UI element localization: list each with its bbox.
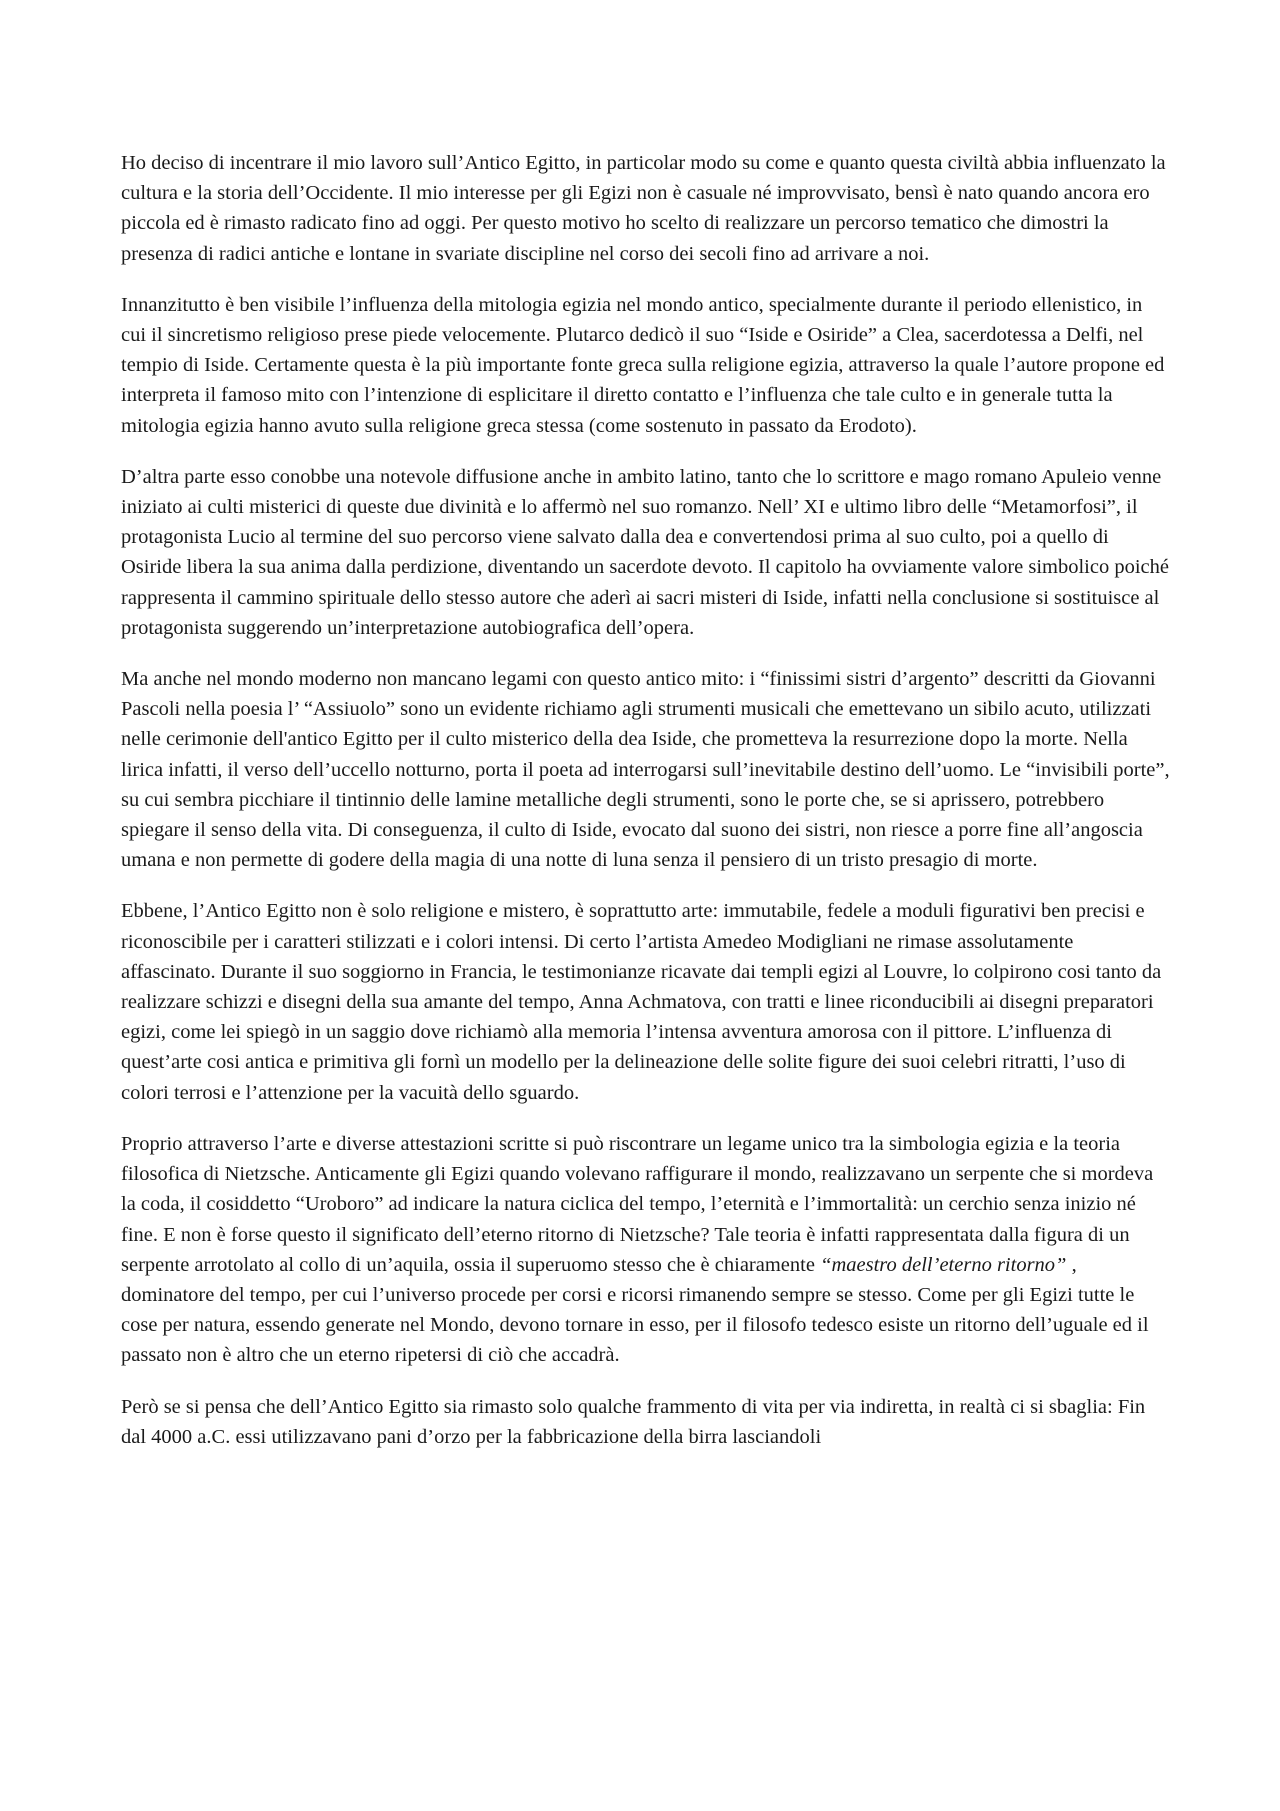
paragraph-nietzsche [121, 1129, 1171, 1371]
document-page [121, 148, 1171, 1473]
paragraph-modigliani: Ebbene, l’Antico Egitto non è solo religione e mistero, è soprattutto arte: immutabile, fedele a moduli figurativi ben precisi e riconoscibile per i caratteri stilizzati e i colori intensi. Di certo l’artista Amedeo Modigliani ne rimase assolutamente affascinato. Durante il suo soggiorno in Francia, le testimonianze ricavate dai templi egizi al Louvre, lo colpirono cosi tanto da realizzare schizzi e disegni della sua amante del tempo, Anna Achmatova, con tratti e linee riconducibili ai disegni preparatori egizi, come lei spiegò in un saggio dove richiamò alla memoria l’intensa avventura amorosa con il pittore. L’influenza di quest’arte cosi antica e primitiva gli fornì un modello per la delineazione delle solite figure dei suoi celebri ritratti, l’uso di colori terrosi e l’attenzione per la vacuità dello sguardo. [121, 900, 1162, 1104]
paragraph-birra: Però se si pensa che dell’Antico Egitto sia rimasto solo qualche frammento di vita per via indiretta, in realtà ci si sbaglia: Fin dal 4000 a.C. essi utilizzavano pani d’orzo per la fabbricazione della birra lasciandoli [121, 1395, 1146, 1448]
paragraph-intro: Ho deciso di incentrare il mio lavoro sull’Antico Egitto, in particolar modo su come e quanto questa civiltà abbia influenzato la cultura e la storia dell’Occidente. Il mio interesse per gli Egizi non è casuale né improvvisato, bensì è nato quando ancora ero piccola ed è rimasto radicato fino ad oggi. Per questo motivo ho scelto di realizzare un percorso tematico che dimostri la presenza di radici antiche e lontane in svariate discipline nel corso dei secoli fino ad arrivare a noi. [121, 152, 1166, 265]
paragraph-nietzsche-text-before: Proprio attraverso l’arte e diverse attestazioni scritte si può riscontrare un legame unico tra la simbologia egizia e la teoria filosofica di Nietzsche. Anticamente gli Egizi quando volevano raffigurare il mondo, realizzavano un serpente che si mordeva la coda, il cosiddetto “Uroboro” ad indicare la natura ciclica del tempo, l’eternità e l’immortalità: un cerchio senza inizio né fine. E non è forse questo il significato dell’eterno ritorno di Nietzsche? Tale teoria è infatti rappresentata dalla figura di un serpente arrotolato al collo di un’aquila, ossia il superuomo stesso che è chiaramente [121, 1132, 1154, 1276]
paragraph-pascoli: Ma anche nel mondo moderno non mancano legami con questo antico mito: i “finissimi sistri d’argento” descritti da Giovanni Pascoli nella poesia l’ “Assiuolo” sono un evidente richiamo agli strumenti musicali che emettevano un sibilo acuto, utilizzati nelle cerimonie dell'antico Egitto per il culto misterico della dea Iside, che prometteva la resurrezione dopo la morte. Nella lirica infatti, il verso dell’uccello notturno, porta il poeta ad interrogarsi sull’inevitabile destino dell’uomo. Le “invisibili porte”, su cui sembra picchiare il tintinnio delle lamine metalliche degli strumenti, sono le porte che, se si aprissero, potrebbero spiegare il senso della vita. Di conseguenza, il culto di Iside, evocato dal suono dei sistri, non riesce a porre fine all’angoscia umana e non permette di godere della magia di una notte di luna senza il pensiero di un tristo presagio di morte. [121, 668, 1170, 872]
paragraph-plutarco: Innanzitutto è ben visibile l’influenza della mitologia egizia nel mondo antico, specialmente durante il periodo ellenistico, in cui il sincretismo religioso prese piede velocemente. Plutarco dedicò il suo “Iside e Osiride” a Clea, sacerdotessa a Delfi, nel tempio di Iside. Certamente questa è la più importante fonte greca sulla religione egizia, attraverso la quale l’autore propone ed interpreta il famoso mito con l’intenzione di esplicitare il diretto contatto e l’influenza che tale culto e in generale tutta la mitologia egizia hanno avuto sulla religione greca stessa (come sostenuto in passato da Erodoto). [121, 293, 1165, 437]
paragraph-apuleio: D’altra parte esso conobbe una notevole diffusione anche in ambito latino, tanto che lo scrittore e mago romano Apuleio venne iniziato ai culti misterici di queste due divinità e lo affermò nel suo romanzo. Nell’ XI e ultimo libro delle “Metamorfosi”, il protagonista Lucio al termine del suo percorso viene salvato dalla dea e convertendosi prima al suo culto, poi a quello di Osiride libera la sua anima dalla perdizione, diventando un sacerdote devoto. Il capitolo ha ovviamente valore simbolico poiché rappresenta il cammino spirituale dello stesso autore che aderì ai sacri misteri di Iside, infatti nella conclusione si sostituisce al protagonista suggerendo un’interpretazione autobiografica dell’opera. [121, 465, 1169, 639]
paragraph-nietzsche-text-after: , dominatore del tempo, per cui l’universo procede per corsi e ricorsi rimanendo sempre se stesso. Come per gli Egizi tutte le cose per natura, essendo generate nel Mondo, devono tornare in esso, per il filosofo tedesco esiste un ritorno dell’uguale ed il passato non è altro che un eterno ripetersi di ciò che accadrà. [121, 1253, 1149, 1367]
paragraph-nietzsche-quote: “maestro dell’eterno ritorno” [820, 1253, 1067, 1276]
